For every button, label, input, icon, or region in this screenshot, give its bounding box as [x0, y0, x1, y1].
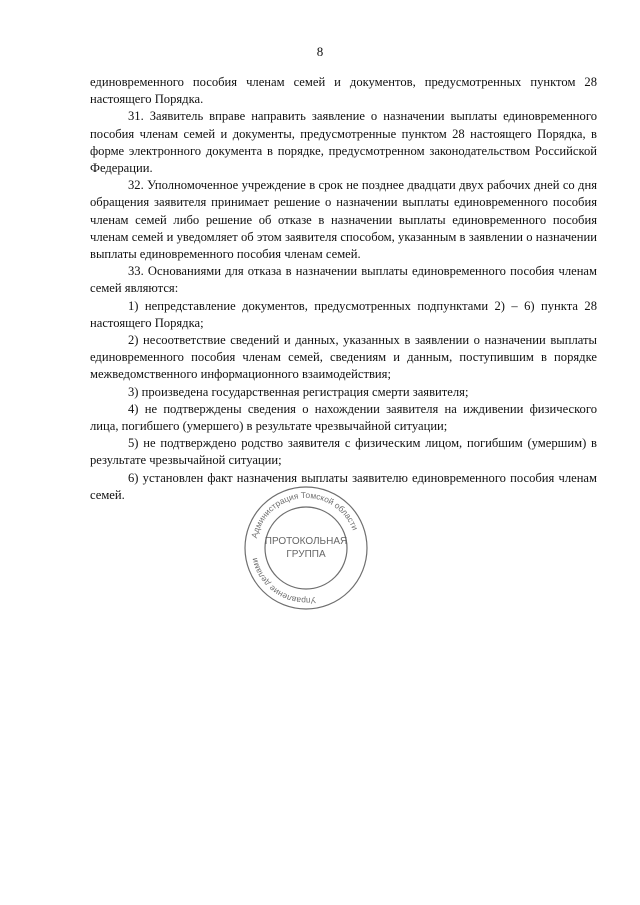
paragraph-32: 32. Уполномоченное учреждение в срок не позднее двадцати двух рабочих дней со дня обращения заявителя принимает решение о назначении выплаты единовременного пособия членам семей либо решение об отказе в назначении выплаты единовременного пособия членам семей и уведомляет об этом заявителя способом, указанным в заявлении о назначении выплаты единовременного пособия членам семей. — [90, 178, 597, 262]
paragraph-33: 33. Основаниями для отказа в назначении выплаты единовременного пособия членам семей являются: — [90, 264, 597, 296]
stamp-center-line-1: ПРОТОКОЛЬНАЯ — [264, 536, 348, 547]
list-item-4: 4) не подтверждены сведения о нахождении заявителя на иждивении физического лица, погибшего (умершего) в результате чрезвычайной ситуации; — [90, 401, 597, 434]
document-body — [90, 74, 597, 504]
stamp-seal-icon — [242, 484, 370, 612]
list-item-2: 2) несоответствие сведений и данных, указанных в заявлении о назначении выплаты единовременного пособия членам семей, сведениям и данным, поступившим в порядке межведомственного информационного взаимодействия; — [90, 333, 597, 382]
list-item-5: 5) не подтверждено родство заявителя с физическим лицом, погибшим (умершим) в результате чрезвычайной ситуации; — [90, 436, 597, 468]
list-item-3: 3) произведена государственная регистрация смерти заявителя; — [128, 384, 469, 399]
stamp-inner-ring — [265, 507, 347, 589]
stamp-ring-text: Администрация Томской области — [249, 489, 361, 540]
list-item-6: 6) установлен факт назначения выплаты заявителю единовременного пособия членам семей. — [90, 470, 597, 502]
stamp-center-line-2: ГРУППА — [286, 549, 326, 560]
stamp-bottom-text: Управление делами — [249, 556, 317, 607]
stamp-outer-ring — [245, 487, 367, 609]
paragraph-31: 31. Заявитель вправе направить заявление о назначении выплаты единовременного пособия членам семей и документы, предусмотренные пунктом 28 настоящего Порядка, в форме электронного документа в порядке, предусмотренном законодательством Российской Федерации. — [90, 109, 597, 176]
list-item-1: 1) непредставление документов, предусмотренных подпунктами 2) – 6) пункта 28 настоящего Порядка; — [90, 298, 597, 330]
paragraph-continuation: единовременного пособия членам семей и документов, предусмотренных пунктом 28 настоящего Порядка. — [90, 75, 597, 107]
official-stamp — [242, 484, 370, 612]
page-number: 8 — [316, 44, 324, 59]
